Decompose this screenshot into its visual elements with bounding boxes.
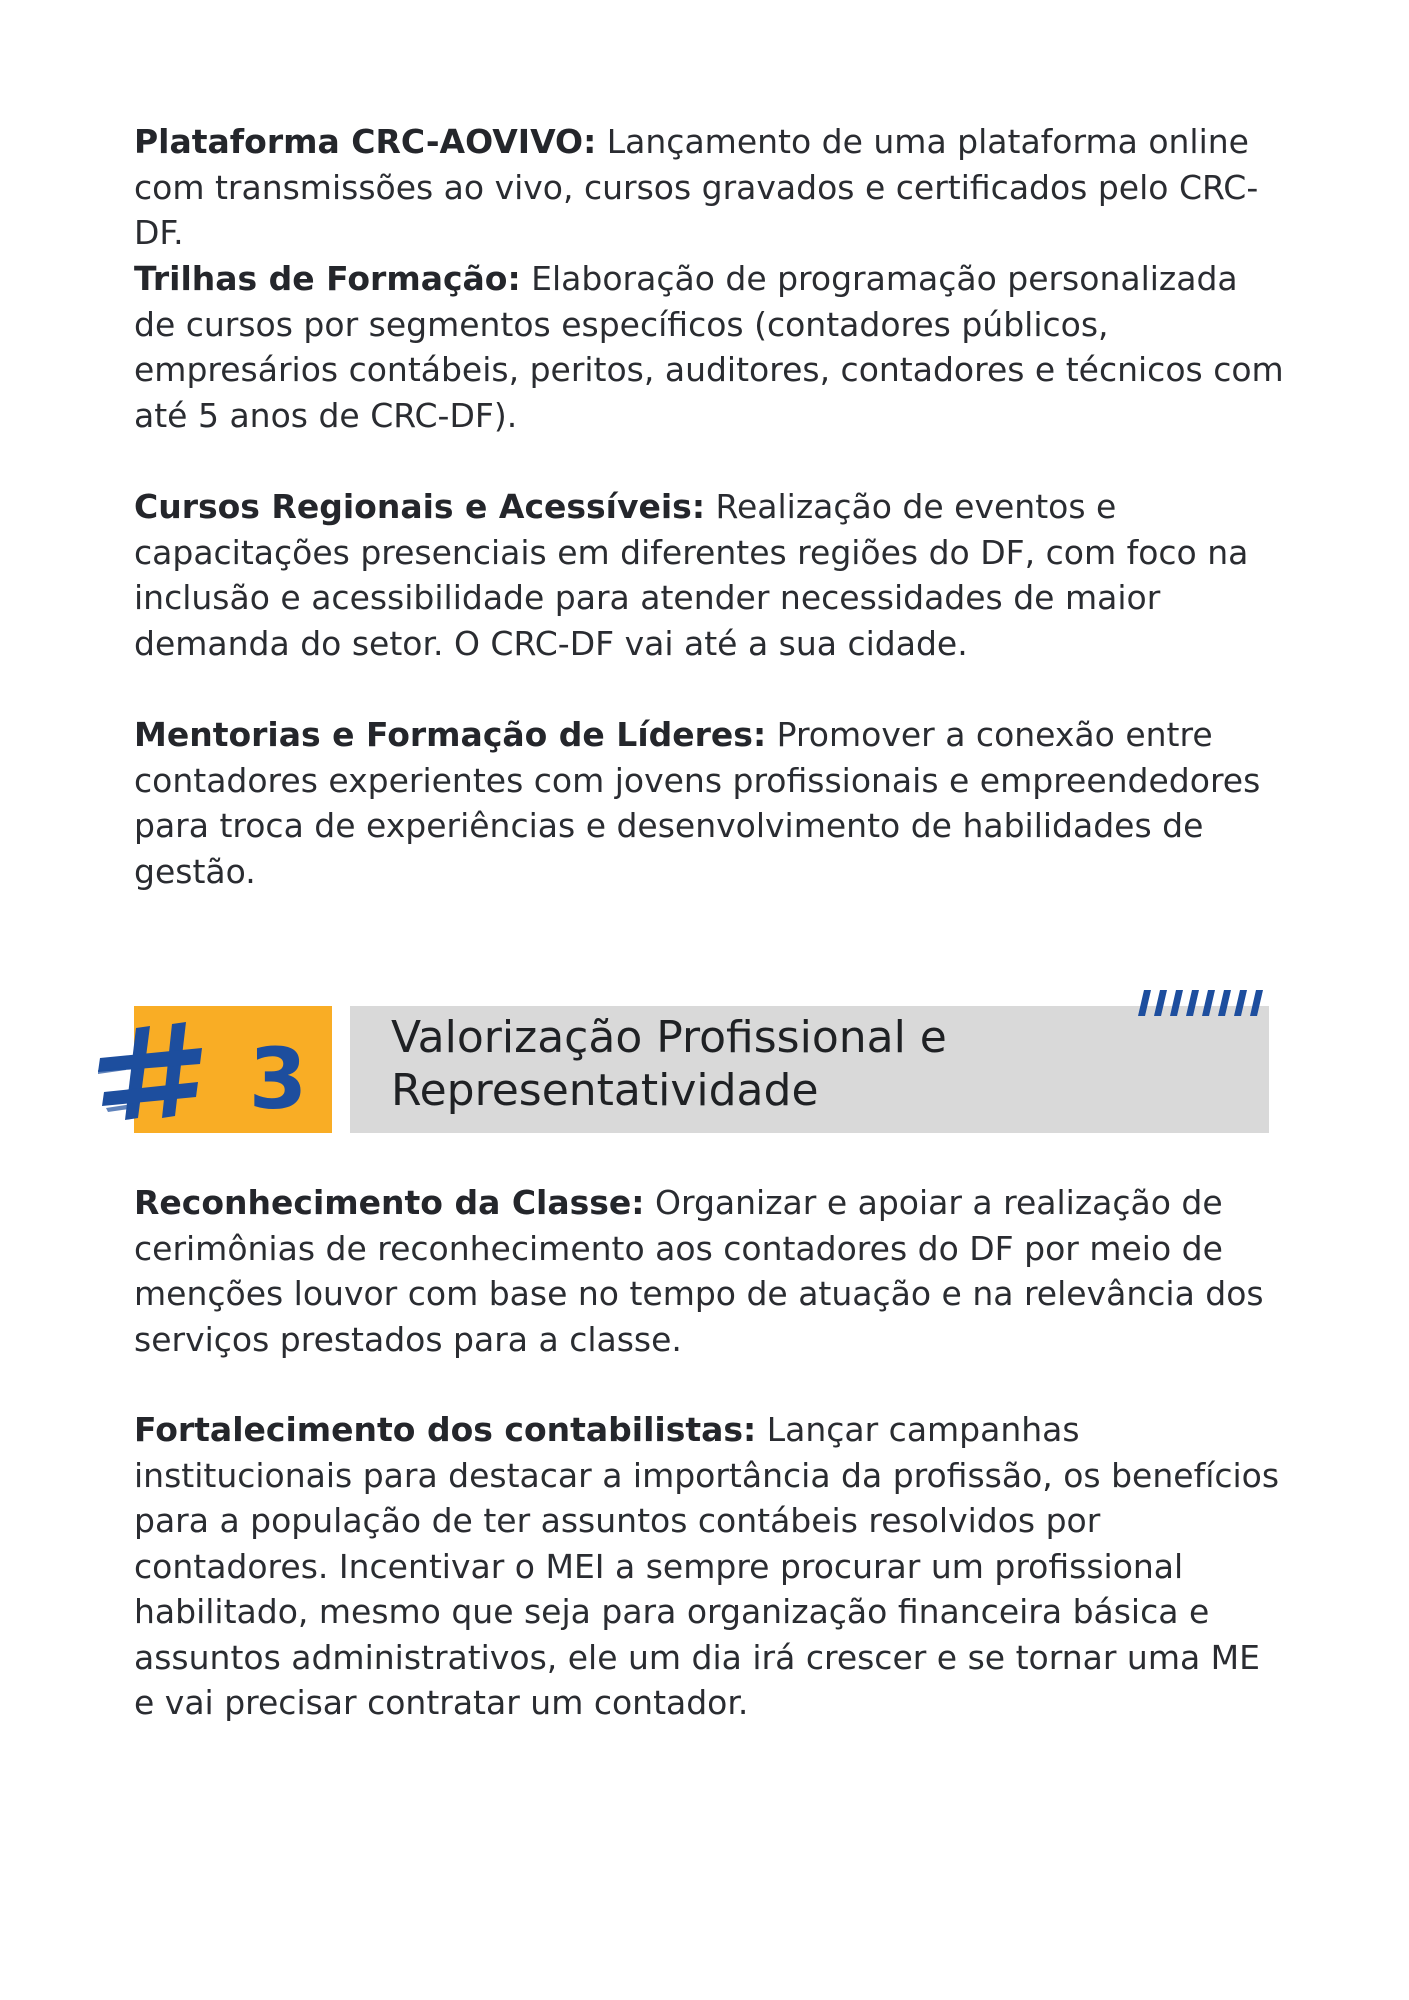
paragraph-label: Plataforma CRC-AOVIVO: (134, 122, 597, 161)
paragraph-label: Trilhas de Formação: (134, 259, 521, 298)
paragraph-text: Promover a conexão entre contadores experientes com jovens profissionais e empreendedores para troca de experiências e desenvolvimento de habilidades de gestão. (134, 715, 1261, 891)
paragraph-text: Organizar e apoiar a realização de cerimônias de reconhecimento aos contadores do DF por meio de menções louvor com base no tempo de atuação e na relevância dos serviços prestados para a classe. (134, 1183, 1264, 1359)
paragraph-label: Fortalecimento dos contabilistas: (134, 1410, 757, 1449)
paragraph-label: Reconhecimento da Classe: (134, 1183, 645, 1222)
paragraph-text: Lançar campanhas institucionais para destacar a importância da profissão, os benefícios para a população de ter assuntos contábeis resolvidos por contadores. Incentivar o MEI a sempre procurar um profissional habilitado, mesmo que seja para organização financeira básica e assuntos administrativos, ele um dia irá crescer e se tornar uma ME e vai precisar contratar um contador. (134, 1410, 1280, 1722)
decorative-stripes-icon (1138, 990, 1268, 1016)
section-title-line1: Valorização Profissional e (391, 1012, 947, 1063)
paragraph-text: Lançamento de uma plataforma online com transmissões ao vivo, cursos gravados e certificados pelo CRC-DF. (134, 122, 1259, 252)
paragraph-plataforma-crc-aovivo (134, 119, 1284, 256)
paragraph-fortalecimento-contabilistas (134, 1407, 1284, 1726)
section-title-line2: Representatividade (391, 1065, 819, 1116)
paragraph-reconhecimento-da-classe (134, 1180, 1284, 1362)
section-number-graphic (98, 1000, 338, 1140)
paragraph-label: Cursos Regionais e Acessíveis: (134, 487, 706, 526)
paragraph-cursos-regionais (134, 484, 1284, 666)
section-number-text: 3 (248, 1030, 308, 1128)
paragraph-label: Mentorias e Formação de Líderes: (134, 715, 767, 754)
section-title (391, 1011, 1151, 1117)
paragraph-mentorias (134, 712, 1284, 894)
hash-brush-icon (98, 1022, 202, 1120)
paragraph-trilhas-de-formacao (134, 256, 1284, 438)
paragraph-text: Elaboração de programação personalizada de cursos por segmentos específicos (contadores públicos, empresários contábeis, peritos, auditores, contadores e técnicos com até 5 anos de CRC-DF). (134, 259, 1284, 435)
paragraph-text: Realização de eventos e capacitações presenciais em diferentes regiões do DF, com foco na inclusão e acessibilidade para atender necessidades de maior demanda do setor. O CRC-DF vai até a sua cidade. (134, 487, 1249, 663)
